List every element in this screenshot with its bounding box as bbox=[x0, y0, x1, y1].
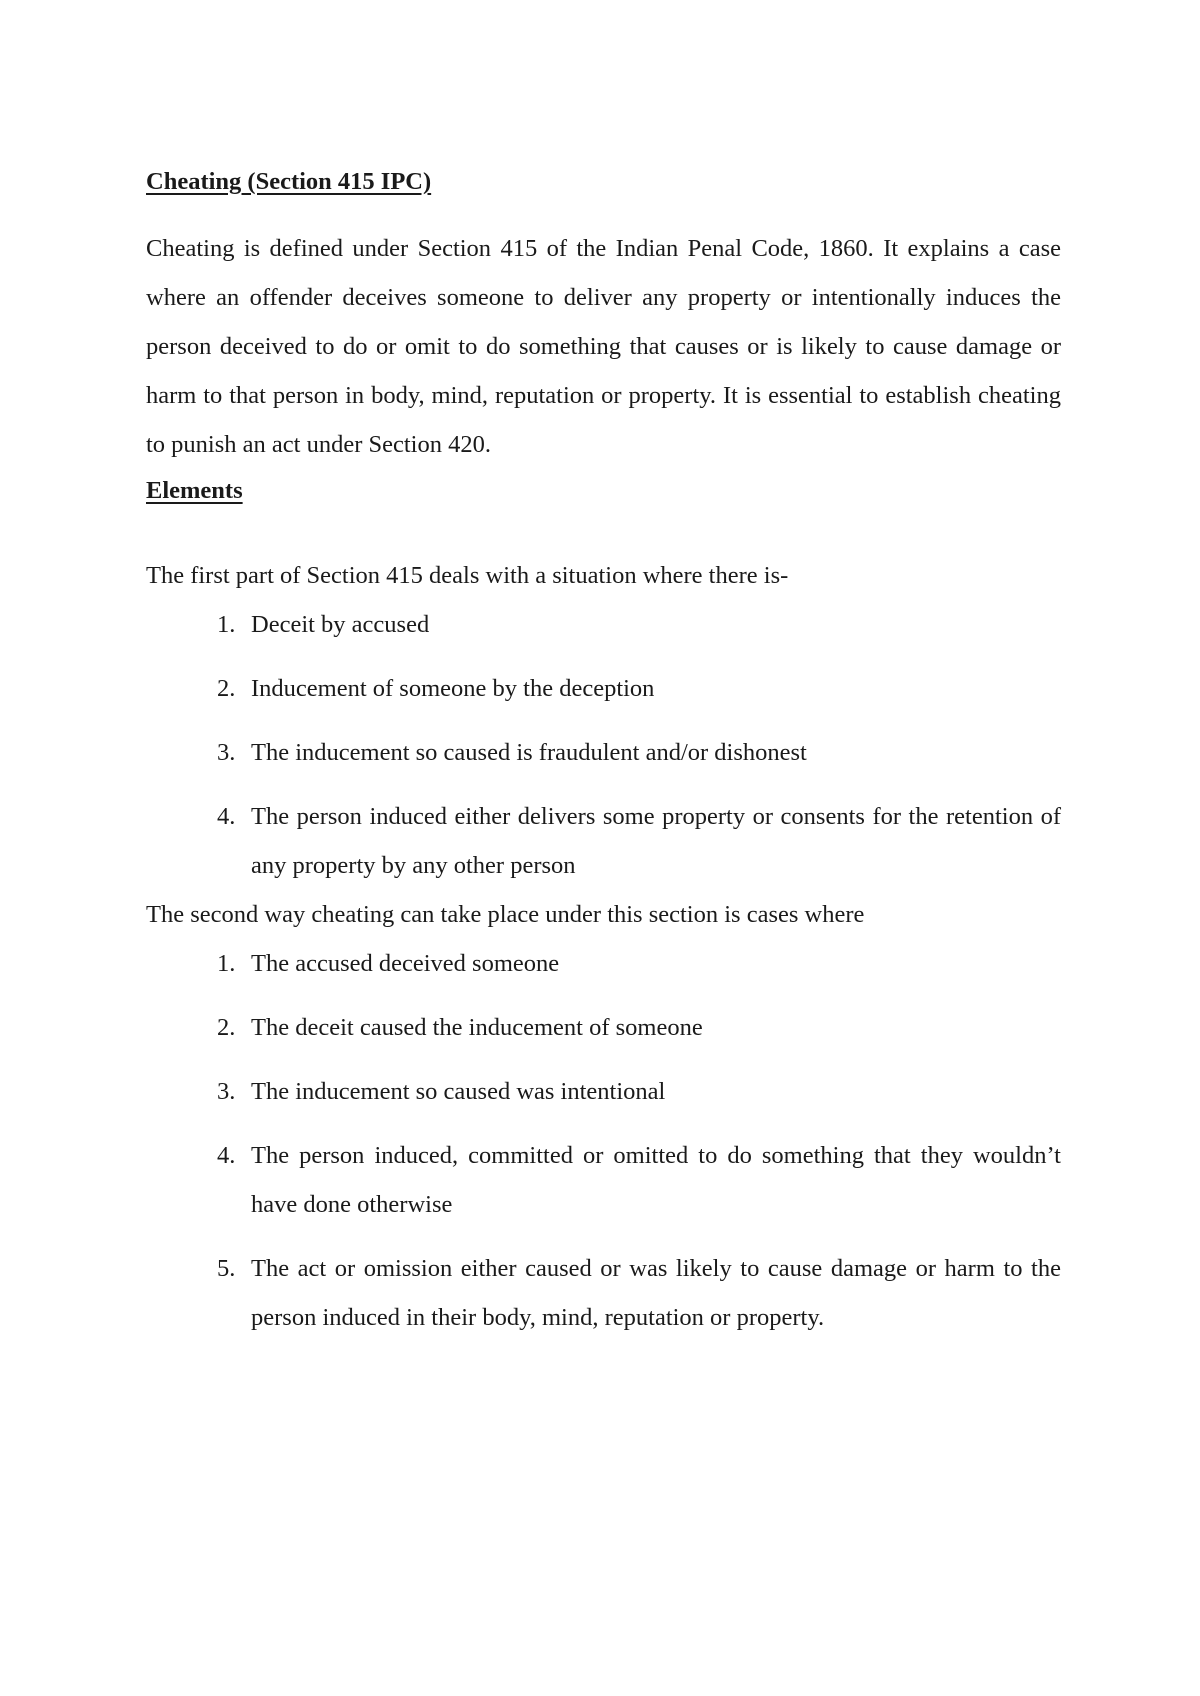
list-item-text: Inducement of someone by the deception bbox=[251, 675, 655, 702]
elements-heading: Elements bbox=[146, 477, 243, 504]
second-way-intro: The second way cheating can take place under this section is cases where bbox=[146, 901, 865, 928]
list-item-number: 3. bbox=[217, 1078, 236, 1105]
list-item bbox=[146, 1244, 1061, 1342]
second-elements-list bbox=[146, 939, 1061, 1342]
list-item-text: The act or omission either caused or was likely to cause damage or harm to the person induced in their body, mind, reputation or property. bbox=[251, 1255, 1061, 1331]
list-item-text: Deceit by accused bbox=[251, 611, 430, 638]
document-body bbox=[146, 160, 1061, 1342]
list-item bbox=[146, 600, 1061, 649]
list-item-number: 1. bbox=[217, 611, 236, 638]
list-item-text: The deceit caused the inducement of someone bbox=[251, 1014, 703, 1041]
list-item bbox=[146, 792, 1061, 890]
list-item-text: The person induced either delivers some property or consents for the retention of any property by any other person bbox=[251, 803, 1061, 879]
list-item bbox=[146, 664, 1061, 713]
list-item-number: 5. bbox=[217, 1255, 236, 1282]
list-item-number: 2. bbox=[217, 1014, 236, 1041]
list-item bbox=[146, 1067, 1061, 1116]
first-part-intro: The first part of Section 415 deals with a situation where there is- bbox=[146, 562, 789, 589]
list-item-number: 4. bbox=[217, 1142, 236, 1169]
list-item-text: The person induced, committed or omitted to do something that they wouldn’t have done otherwise bbox=[251, 1142, 1061, 1218]
list-item-number: 1. bbox=[217, 950, 236, 977]
list-item bbox=[146, 1003, 1061, 1052]
section-heading: Cheating (Section 415 IPC) bbox=[146, 168, 432, 195]
list-item-text: The accused deceived someone bbox=[251, 950, 560, 977]
list-item-number: 4. bbox=[217, 803, 236, 830]
list-item bbox=[146, 939, 1061, 988]
list-item-number: 2. bbox=[217, 675, 236, 702]
list-item-text: The inducement so caused is fraudulent and/or dishonest bbox=[251, 739, 807, 766]
list-item-number: 3. bbox=[217, 739, 236, 766]
definition-paragraph: Cheating is defined under Section 415 of the Indian Penal Code, 1860. It explains a case where an offender deceives someone to deliver any property or intentionally induces the person deceived to do or omit to do something that causes or is likely to cause damage or harm to that person in body, mind, reputation or property. It is essential to establish cheating to punish an act under Section 420. bbox=[146, 235, 1061, 458]
list-item bbox=[146, 1131, 1061, 1229]
first-elements-list bbox=[146, 600, 1061, 890]
list-item bbox=[146, 728, 1061, 777]
list-item-text: The inducement so caused was intentional bbox=[251, 1078, 666, 1105]
